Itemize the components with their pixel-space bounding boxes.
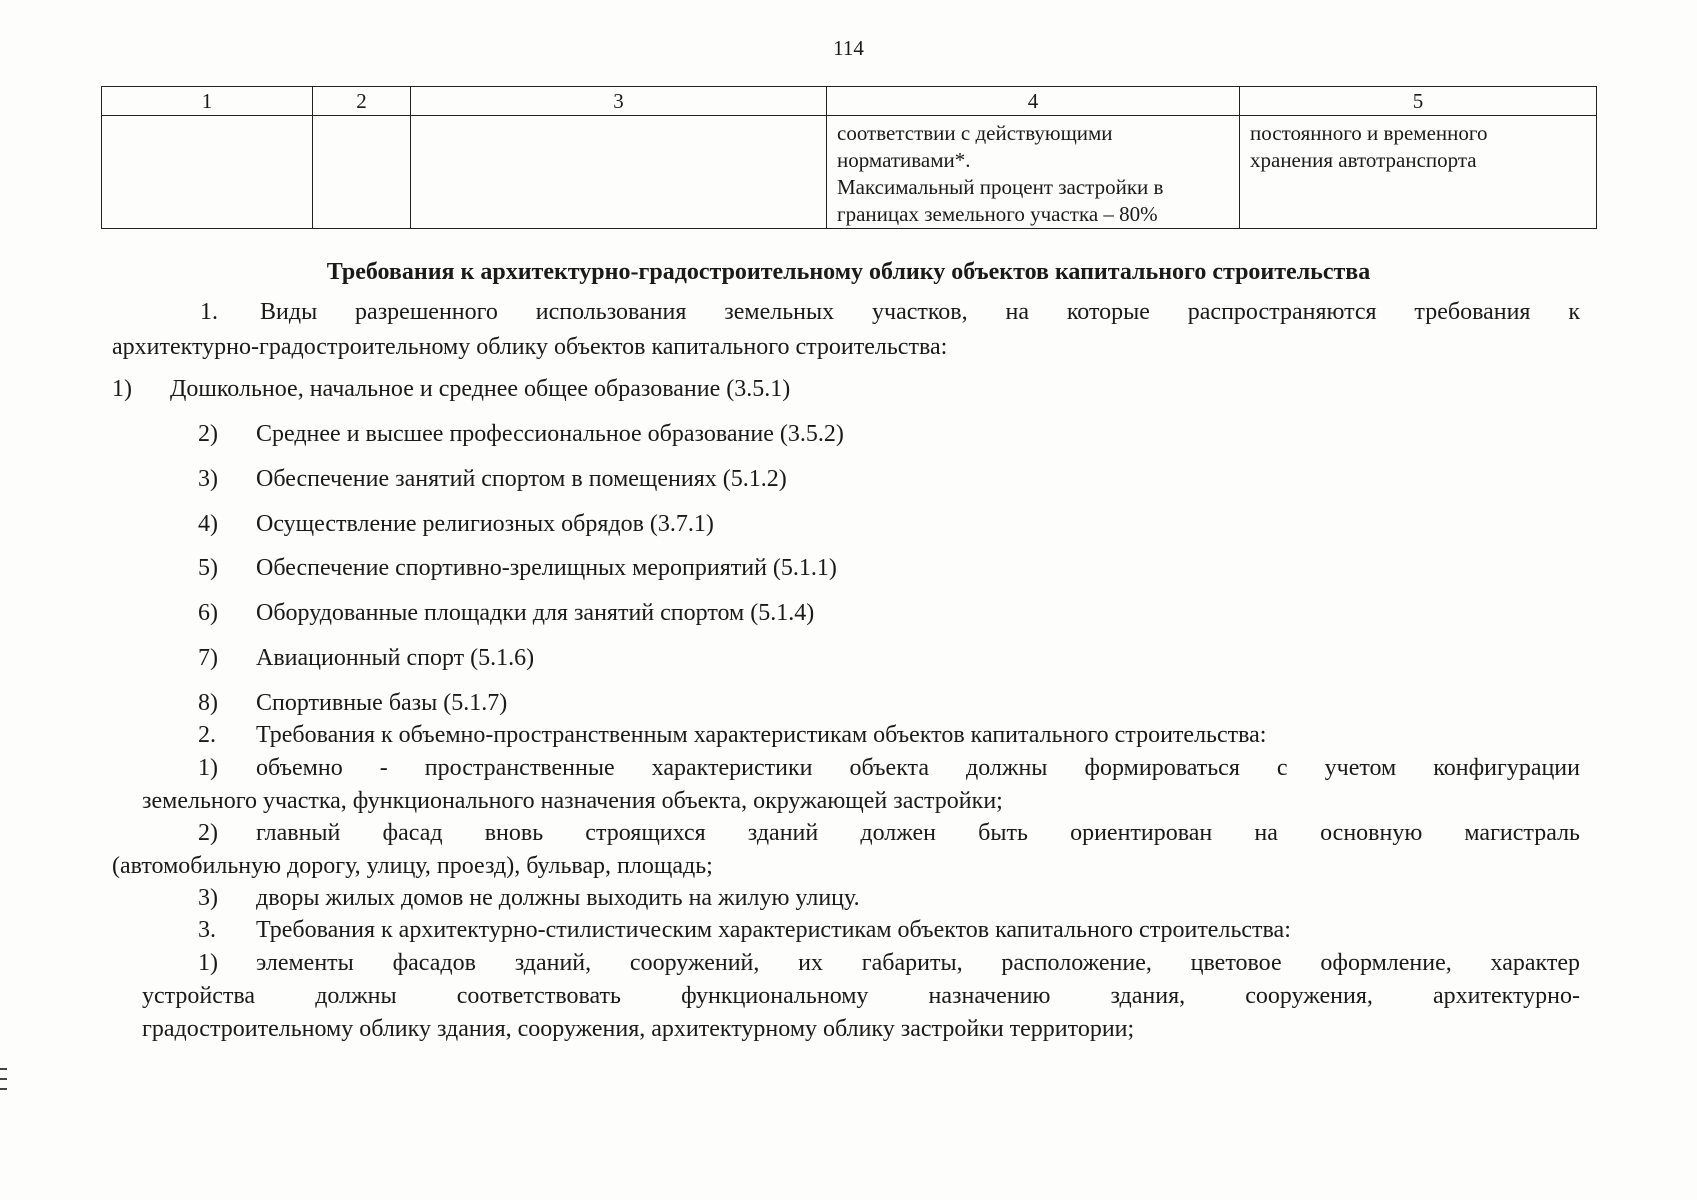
table-cell-col2 (313, 116, 411, 229)
section3-item1-line1 (198, 948, 1580, 978)
table-header-row (102, 87, 1597, 116)
list-item-number: 1) (198, 950, 218, 976)
table-header-cell: 3 (411, 87, 827, 116)
scan-edge-mark (0, 1088, 7, 1090)
cell-text-line: границах земельного участка – 80% (837, 202, 1158, 226)
list-item-number: 3) (198, 466, 218, 492)
section2-number: 2. (198, 722, 216, 748)
list-item-number: 8) (198, 690, 218, 716)
section2-item3 (198, 883, 860, 913)
section1-number: 1. (200, 299, 218, 325)
cell-text-line: нормативами*. (837, 148, 971, 172)
list-item-text: Дошкольное, начальное и среднее общее образование (3.5.1) (170, 376, 791, 402)
list-item-number: 5) (198, 555, 218, 581)
section1-intro-line2: архитектурно-градостроительному облику объектов капитального строительства: (112, 334, 948, 360)
table-header-cell: 2 (313, 87, 411, 116)
page-number: 114 (833, 36, 864, 60)
list-item-number: 7) (198, 645, 218, 671)
list-item-text: Обеспечение занятий спортом в помещениях (5.1.2) (256, 466, 787, 492)
list-item (198, 598, 814, 628)
section3-item1-line3: градостроительному облику здания, сооружения, архитектурному облику застройки территории; (142, 1016, 1135, 1042)
table-cell-col4 (827, 116, 1240, 229)
table-header-cell: 4 (827, 87, 1240, 116)
section1-intro-text: Виды разрешенного использования земельных участков, на которые распространяются требования к (260, 299, 1580, 325)
list-item-text: Обеспечение спортивно-зрелищных мероприятий (5.1.1) (256, 555, 837, 581)
section2-item2-line1 (198, 818, 1580, 848)
table-header-cell: 1 (102, 87, 313, 116)
scan-edge-mark (0, 1068, 7, 1070)
list-item-text: Оборудованные площадки для занятий спортом (5.1.4) (256, 600, 815, 626)
cell-text-line: постоянного и временного (1250, 121, 1488, 145)
list-item-number: 1) (112, 376, 132, 402)
continuation-table (101, 86, 1597, 229)
section2-item1-line2: земельного участка, функционального назначения объекта, окружающей застройки; (142, 788, 1003, 814)
list-item-number: 1) (198, 755, 218, 781)
section2-title-text: Требования к объемно-пространственным характеристикам объектов капитального строительства: (256, 722, 1267, 748)
list-item (198, 553, 837, 583)
list-item-text: главный фасад вновь строящихся зданий должен быть ориентирован на основную магистраль (256, 820, 1580, 846)
section-heading: Требования к архитектурно-градостроительному облику объектов капитального строительства (326, 259, 1371, 285)
list-item-text: Спортивные базы (5.1.7) (256, 690, 508, 716)
list-item-number: 3) (198, 885, 218, 911)
cell-text-line: Максимальный процент застройки в (837, 175, 1164, 199)
list-item-number: 2) (198, 421, 218, 447)
section3-title-text: Требования к архитектурно-стилистическим характеристикам объектов капитального строительства: (256, 917, 1291, 943)
list-item-text: Осуществление религиозных обрядов (3.7.1) (256, 511, 714, 537)
section3-title (198, 915, 1291, 945)
section3-number: 3. (198, 917, 216, 943)
table-header-cell: 5 (1240, 87, 1597, 116)
section1-intro-line1 (200, 297, 1580, 327)
list-item-text: элементы фасадов зданий, сооружений, их габариты, расположение, цветовое оформление, характер (256, 950, 1580, 976)
list-item (198, 509, 714, 539)
table-cell-col5 (1240, 116, 1597, 229)
list-item (198, 419, 844, 449)
list-item-text: объемно - пространственные характеристики объекта должны формироваться с учетом конфигурации (256, 755, 1580, 781)
table-cell-col1 (102, 116, 313, 229)
list-item-number: 4) (198, 511, 218, 537)
list-item-text: Авиационный спорт (5.1.6) (256, 645, 535, 671)
cell-text-line: хранения автотранспорта (1250, 148, 1477, 172)
section2-item2-line2: (автомобильную дорогу, улицу, проезд), бульвар, площадь; (112, 853, 713, 879)
list-item (198, 688, 507, 718)
table-row (102, 116, 1597, 229)
scan-edge-mark (0, 1078, 7, 1080)
section2-title (198, 720, 1266, 750)
list-item (112, 374, 790, 404)
table-cell-col3 (411, 116, 827, 229)
list-item-text: дворы жилых домов не должны выходить на жилую улицу. (256, 885, 860, 911)
list-item (198, 464, 787, 494)
section3-item1-line2: устройства должны соответствовать функциональному назначению здания, сооружения, архитектурно- (142, 983, 1580, 1009)
list-item (198, 643, 534, 673)
list-item-number: 2) (198, 820, 218, 846)
list-item-text: Среднее и высшее профессиональное образование (3.5.2) (256, 421, 844, 447)
section2-item1-line1 (198, 753, 1580, 783)
cell-text-line: соответствии с действующими (837, 121, 1113, 145)
list-item-number: 6) (198, 600, 218, 626)
